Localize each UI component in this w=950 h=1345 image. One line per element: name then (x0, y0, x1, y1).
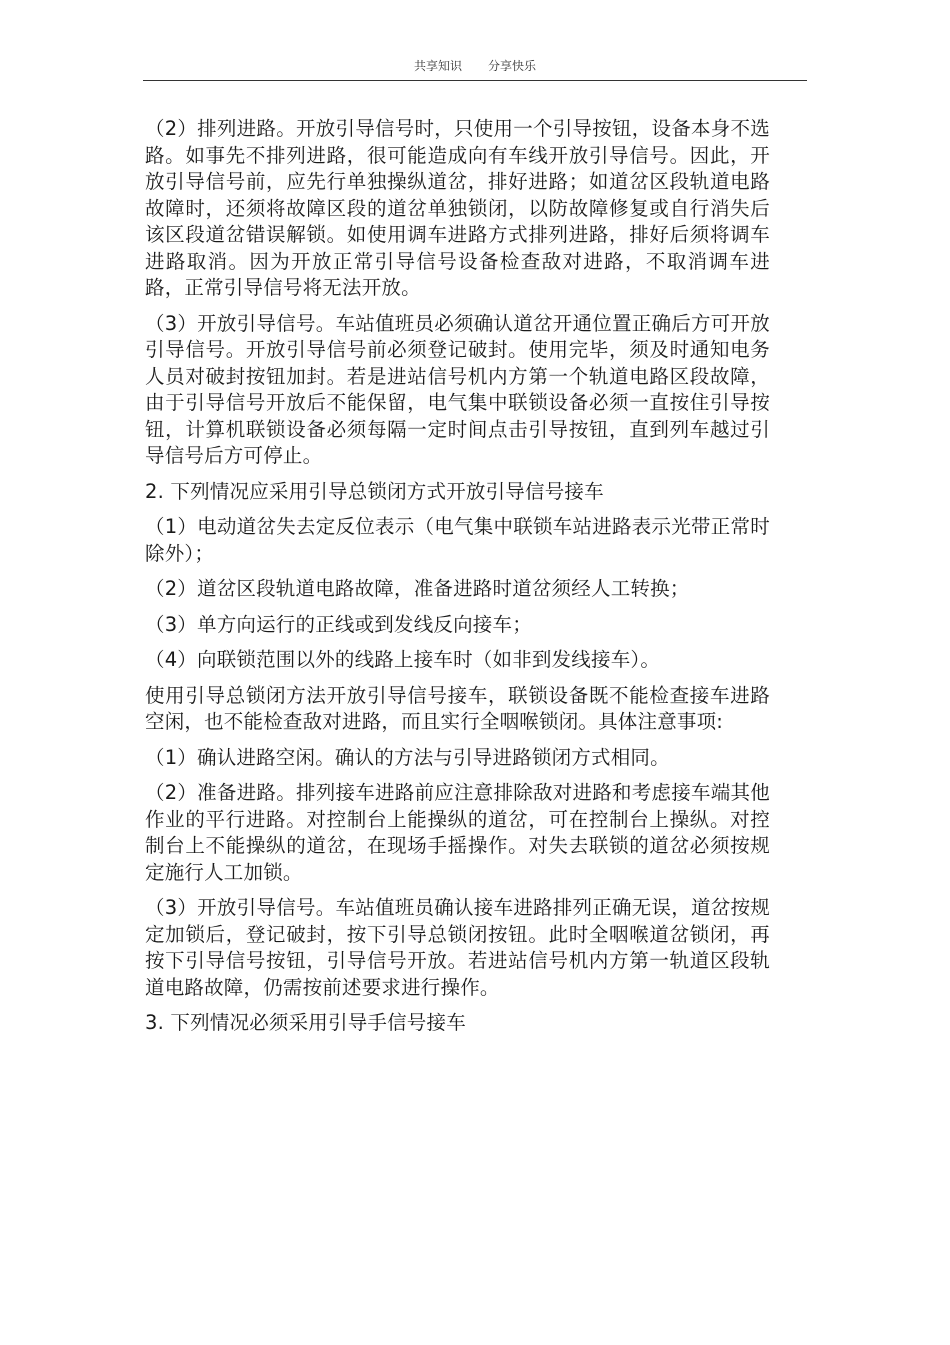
list-item-3: （3）单方向运行的正线或到发线反向接车； (145, 612, 532, 636)
paragraph-open-guide-signal: （3）开放引导信号。车站值班员必须确认道岔开通位置正确后方可开放引导信号。开放引导信号前必须登记破封。使用完毕，须及时通知电务人员对破封按钮加封。若是进站信号机内方第一个轨道电路区段故障，由于引导信号开放后不能保留，电气集中联锁设备必须一直按住引导按钮，计算机联锁设备必须每隔一定时间点击引导按钮，直到列车越过引导信号后方可停止。 (145, 311, 770, 467)
list-item-2: （2）道岔区段轨道电路故障，准备进路时道岔须经人工转换； (145, 577, 690, 600)
list-item-4: （4）向联锁范围以外的线路上接车时（如非到发线接车）。 (145, 648, 661, 671)
note-item-1: （1）确认进路空闲。确认的方法与引导进路锁闭方式相同。 (145, 745, 670, 769)
paragraph-general-lock-notes: 使用引导总锁闭方法开放引导信号接车，联锁设备既不能检查接车进路空闲，也不能检查敌对进路，而且实行全咽喉锁闭。具体注意事项: (145, 683, 770, 733)
header-right-text: 分享快乐 (488, 59, 537, 73)
header-left-text: 共享知识 (413, 59, 462, 73)
section-heading-2: 2. 下列情况应采用引导总锁闭方式开放引导信号接车 (145, 479, 604, 503)
section-heading-3: 3. 下列情况必须采用引导手信号接车 (145, 1011, 466, 1034)
page-header (143, 56, 807, 81)
paragraph-route-arrangement: （2）排列进路。开放引导信号时，只使用一个引导按钮，设备本身不选路。如事先不排列进路，很可能造成向有车线开放引导信号。因此，开放引导信号前，应先行单独操纵道岔，排好进路；如道岔区段轨道电路故障时，还须将故障区段的道岔单独锁闭，以防故障修复或自行消失后该区段道岔错误解锁。如使用调车进路方式排列进路，排好后须将调车进路取消。因为开放正常引导信号设备检查敌对进路，不取消调车进路，正常引导信号将无法开放。 (145, 117, 770, 299)
note-item-2: （2）准备进路。排列接车进路前应注意排除敌对进路和考虑接车端其他作业的平行进路。对控制台上能操纵的道岔，可在控制台上操纵。对控制台上不能操纵的道岔，在现场手摇操作。对失去联锁的道岔必须按规定施行人工加锁。 (145, 781, 770, 884)
document-body (145, 116, 770, 1046)
note-item-3: （3）开放引导信号。车站值班员确认接车进路排列正确无误，道岔按规定加锁后，登记破封，按下引导总锁闭按钮。此时全咽喉道岔锁闭，再按下引导信号按钮，引导信号开放。若进站信号机内方第一轨道区段轨道电路故障，仍需按前述要求进行操作。 (145, 896, 770, 999)
list-item-1: （1）电动道岔失去定反位表示（电气集中联锁车站进路表示光带正常时除外）； (145, 515, 770, 565)
